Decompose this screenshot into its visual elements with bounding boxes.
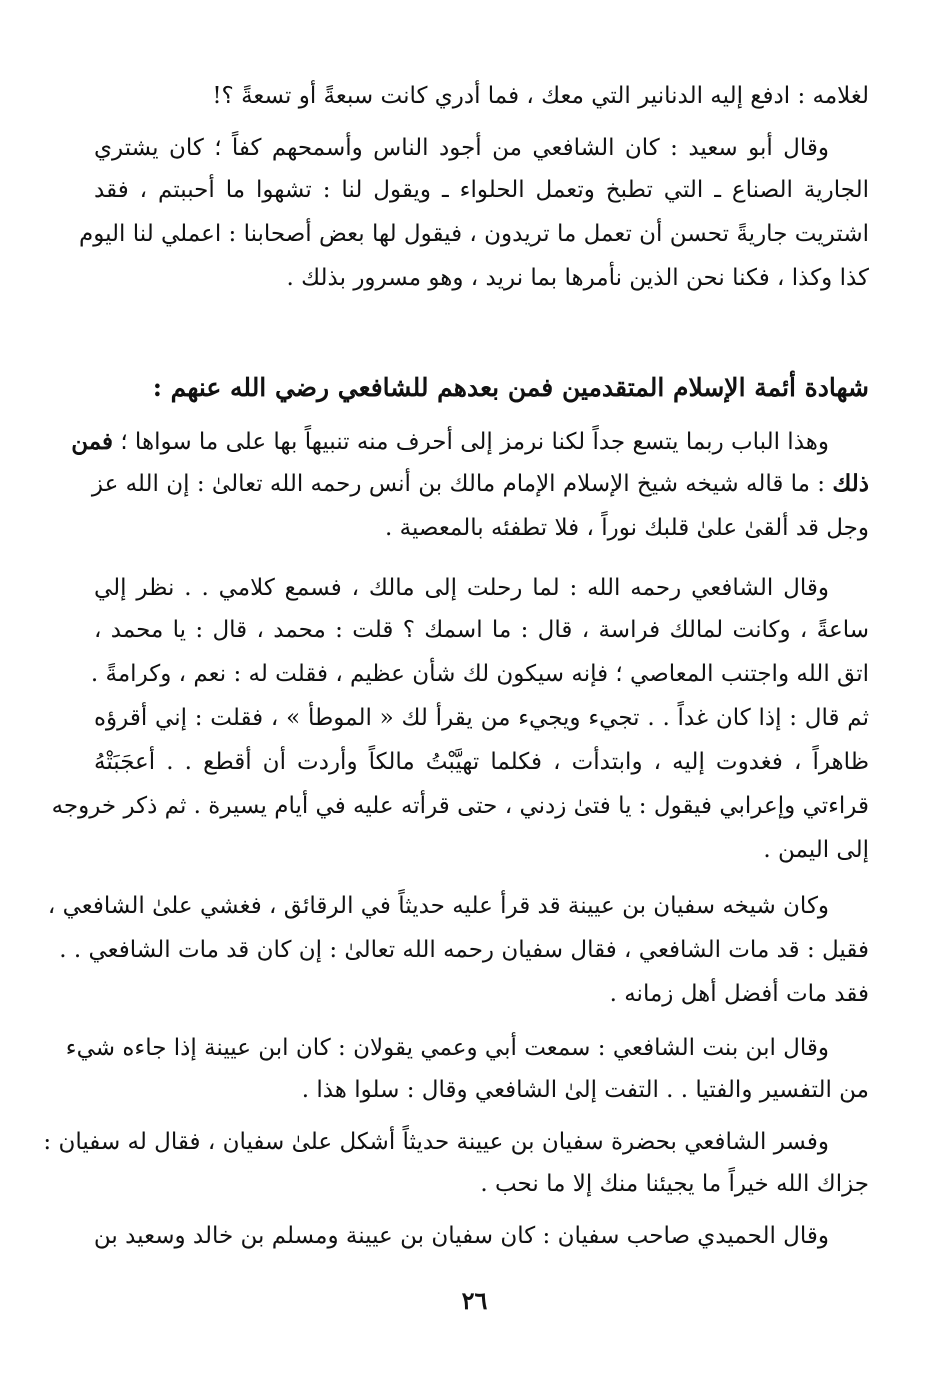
text-line: اشتريت جاريةً تحسن أن تعمل ما تريدون ، فيقول لها بعض أصحابنا : اعملي لنا اليوم	[78, 221, 869, 247]
text-line: اتق الله واجتنب المعاصي ؛ فإنه سيكون لك شأن عظيم ، فقلت له : نعم ، وكرامةً .	[90, 661, 869, 687]
text-line: وقال الحميدي صاحب سفيان : كان سفيان بن عيينة ومسلم بن خالد وسعيد بن	[93, 1223, 829, 1249]
text-line: قراءتي وإعرابي فيقول : يا فتىٰ زدني ، حتى قرأته عليه في أيام يسيرة . ثم ذكر خروجه	[51, 793, 869, 819]
text-line: وقال أبو سعيد : كان الشافعي من أجود الناس وأسمحهم كفاً ؛ كان يشتري	[94, 135, 829, 161]
text-line: من التفسير والفتيا . . التفت إلىٰ الشافعي وقال : سلوا هذا .	[301, 1077, 869, 1103]
text-line: جزاك الله خيراً ما يجيئنا منك إلا ما نحب .	[480, 1171, 869, 1197]
text-line: وكان شيخه سفيان بن عيينة قد قرأ عليه حديثاً في الرقائق ، فغشي علىٰ الشافعي ،	[47, 893, 829, 919]
text-line: ظاهراً ، فغدوت إليه ، وابتدأت ، فكلما تهيَّبْتُ مالكاً وأردت أن أقطع . . أعجَبَتْهُ	[94, 749, 869, 775]
text-line	[91, 466, 869, 502]
text-line: وقال الشافعي رحمه الله : لما رحلت إلى مالك ، فسمع كلامي . . نظر إلي	[94, 575, 829, 601]
section-heading: شهادة أئمة الإسلام المتقدمين فمن بعدهم للشافعي رضي الله عنهم :	[152, 373, 869, 402]
text-span: : ما قاله شيخه شيخ الإسلام الإمام مالك بن أنس رحمه الله تعالىٰ : إن الله عز	[91, 471, 826, 497]
text-line: ساعةً ، وكانت لمالك فراسة ، قال : ما اسمك ؟ قلت : محمد ، قال : يا محمد ،	[94, 617, 869, 643]
bold-word: فمن	[71, 428, 113, 455]
text-line: وقال ابن بنت الشافعي : سمعت أبي وعمي يقولان : كان ابن عيينة إذا جاءه شيء	[65, 1035, 829, 1061]
text-line: إلى اليمن .	[763, 837, 869, 863]
text-line: وفسر الشافعي بحضرة سفيان بن عيينة حديثاً أشكل علىٰ سفيان ، فقال له سفيان :	[43, 1129, 829, 1155]
text-line: لغلامه : ادفع إليه الدنانير التي معك ، فما أدري كانت سبعةً أو تسعةً ؟!	[212, 83, 869, 109]
page-number: ٢٦	[461, 1286, 488, 1315]
text-line: وجل قد ألقىٰ علىٰ قلبك نوراً ، فلا تطفئه بالمعصية .	[385, 515, 869, 541]
text-line: الجارية الصناع ـ التي تطبخ وتعمل الحلواء ـ ويقول لنا : تشهوا ما أحببتم ، فقد	[94, 177, 869, 203]
text-line	[71, 424, 829, 460]
bold-word: ذلك	[832, 470, 869, 497]
text-line: كذا وكذا ، فكنا نحن الذين نأمرها بما نريد ، وهو مسرور بذلك .	[286, 265, 869, 291]
text-line: فقيل : قد مات الشافعي ، فقال سفيان رحمه الله تعالىٰ : إن كان قد مات الشافعي . .	[59, 937, 869, 963]
text-line: ثم قال : إذا كان غداً . . تجيء ويجيء من يقرأ لك « الموطأ » ، فقلت : إني أقرؤه	[94, 705, 869, 731]
text-span: وهذا الباب ربما يتسع جداً لكنا نرمز إلى أحرف منه تنبيهاً بها على ما سواها ؛	[120, 429, 829, 455]
text-line: فقد مات أفضل أهل زمانه .	[609, 981, 869, 1007]
